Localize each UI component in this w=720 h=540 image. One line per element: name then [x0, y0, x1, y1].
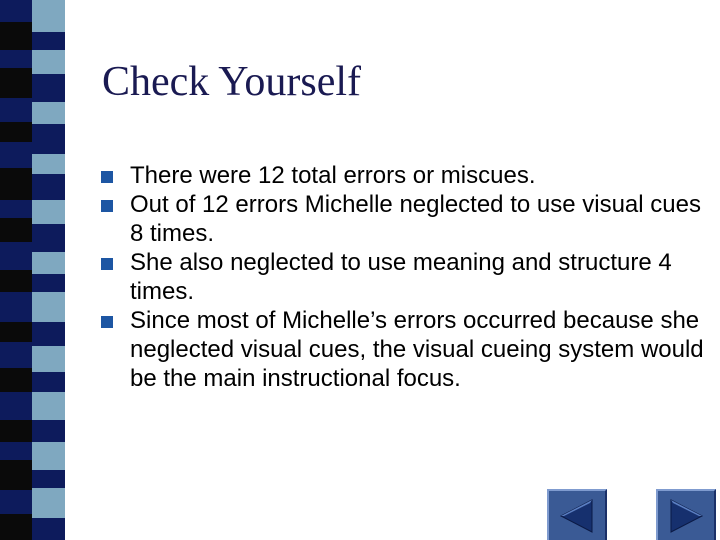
stripe-column — [0, 0, 32, 540]
stripe-block — [0, 442, 32, 460]
previous-slide-button[interactable] — [547, 489, 607, 540]
stripe-column — [32, 0, 65, 540]
bullet-item — [101, 306, 706, 393]
stripe-block — [0, 168, 32, 200]
stripe-block — [32, 346, 65, 372]
stripe-block — [32, 442, 65, 470]
bullet-text: Since most of Michelle’s errors occurred because she neglected visual cues, the visual cueing system would be the main instructional focus. — [130, 307, 704, 392]
stripe-block — [32, 224, 65, 252]
bullet-text: Out of 12 errors Michelle neglected to use visual cues 8 times. — [130, 191, 701, 247]
stripe-block — [32, 32, 65, 50]
stripe-block — [32, 488, 65, 518]
bullet-text: There were 12 total errors or miscues. — [130, 162, 536, 189]
stripe-block — [0, 0, 32, 22]
stripe-block — [32, 50, 65, 74]
square-bullet-icon — [101, 258, 113, 270]
next-slide-button[interactable] — [656, 489, 716, 540]
bullet-list — [101, 161, 706, 393]
bullet-text: She also neglected to use meaning and structure 4 times. — [130, 249, 672, 305]
stripe-block — [0, 460, 32, 490]
stripe-block — [0, 122, 32, 142]
stripe-block — [0, 200, 32, 218]
stripe-block — [0, 490, 32, 514]
stripe-block — [0, 50, 32, 68]
square-bullet-icon — [101, 171, 113, 183]
bullet-item — [101, 161, 706, 190]
triangle-left-icon — [549, 491, 605, 540]
stripe-block — [0, 514, 32, 540]
stripe-block — [32, 420, 65, 442]
stripe-block — [32, 322, 65, 346]
stripe-block — [0, 142, 32, 168]
stripe-block — [0, 368, 32, 392]
bullet-item — [101, 190, 706, 248]
square-bullet-icon — [101, 316, 113, 328]
stripe-block — [0, 98, 32, 122]
stripe-block — [0, 242, 32, 270]
stripe-block — [32, 74, 65, 102]
stripe-block — [32, 0, 65, 32]
stripe-block — [32, 392, 65, 420]
stripe-block — [32, 292, 65, 322]
square-bullet-icon — [101, 200, 113, 212]
bullet-item — [101, 248, 706, 306]
stripe-block — [32, 372, 65, 392]
stripe-block — [0, 392, 32, 420]
stripe-block — [32, 154, 65, 174]
stripe-block — [0, 218, 32, 242]
stripe-block — [32, 124, 65, 154]
stripe-block — [32, 200, 65, 224]
stripe-block — [32, 102, 65, 124]
stripe-block — [32, 518, 65, 540]
stripe-block — [0, 22, 32, 50]
triangle-right-icon — [658, 491, 714, 540]
slide-title: Check Yourself — [102, 59, 361, 105]
stripe-block — [0, 322, 32, 342]
stripe-block — [32, 274, 65, 292]
stripe-block — [0, 270, 32, 292]
stripe-block — [32, 252, 65, 274]
stripe-block — [32, 174, 65, 200]
stripe-block — [0, 68, 32, 98]
decorative-stripe — [0, 0, 65, 540]
stripe-block — [0, 420, 32, 442]
stripe-block — [32, 470, 65, 488]
stripe-block — [0, 342, 32, 368]
stripe-block — [0, 292, 32, 322]
